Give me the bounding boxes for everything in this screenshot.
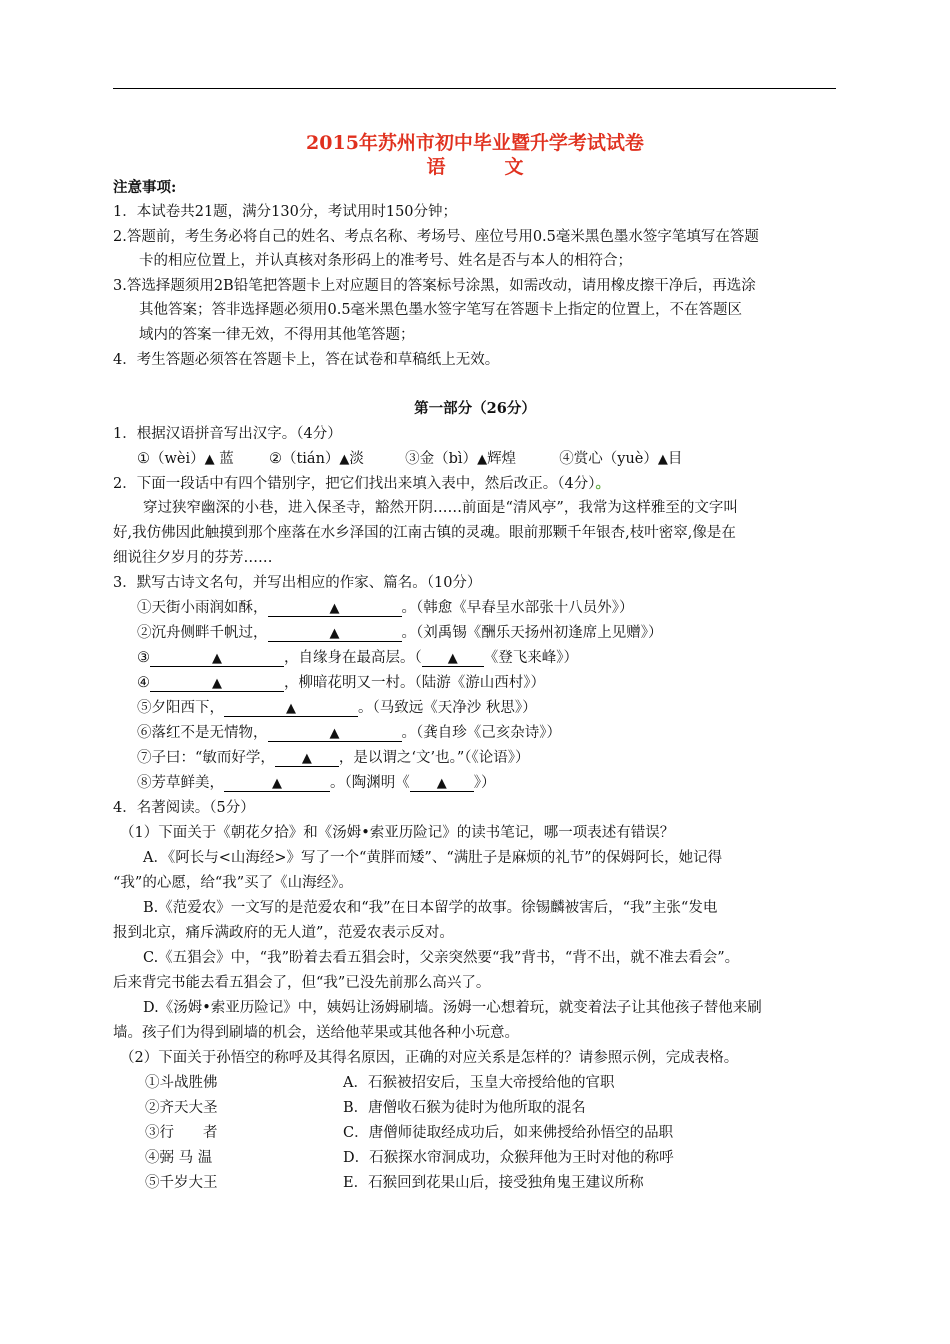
q4-option-text: “我”的心愿，给“我”买了《山海经》。 <box>113 875 353 891</box>
q1-item-1: ①（wèi）▲ 蓝 <box>137 451 234 467</box>
q2-stem: 2．下面一段话中有四个错别字，把它们找出来填入表中，然后改正。（4分）。 <box>113 475 610 492</box>
q2-passage-line: 穿过狭窄幽深的小巷，进入保圣寺，豁然开阴……前面是“清风亭”，我常为这样雅至的文字叫 <box>143 500 738 516</box>
match-right-item: C．唐僧师徒取经成功后，如来佛授给孙悟空的品职 <box>343 1125 674 1141</box>
answer-blank-mark: ▲ <box>339 452 350 467</box>
match-left-item: ①斗战胜佛 <box>145 1075 218 1091</box>
answer-blank-mark: ▲ <box>301 751 312 766</box>
part1-heading: 第一部分（26分） <box>414 400 536 417</box>
q4-option-text: D.《汤姆•索亚历险记》中，姨妈让汤姆刷墙。汤姆一心想着玩，就变着法子让其他孩子替他来刷 <box>143 1000 762 1016</box>
notice-item: 其他答案；答非选择题必须用0.5毫米黑色墨水签字笔写在答题卡上指定的位置上，不在答题区 <box>139 302 743 318</box>
notice-item: 域内的答案一律无效，不得用其他笔答题； <box>139 327 415 343</box>
answer-blank-mark: ▲ <box>657 452 668 467</box>
match-left-item: ③行 者 <box>145 1125 218 1141</box>
q1-item-2: ②（tián）▲淡 <box>268 451 364 467</box>
q3-line: ③ ▲ ，自缘身在最高层。（ ▲ 《登飞来峰》） <box>137 650 578 666</box>
match-right-item: A．石猴被招安后，玉皇大帝授给他的官职 <box>343 1075 615 1091</box>
match-right-item: D．石猴探水帘洞成功，众猴拜他为王时对他的称呼 <box>343 1150 674 1166</box>
answer-blank-mark: ▲ <box>477 452 488 467</box>
match-right-item: E．石猴回到花果山后，接受独角鬼王建议所称 <box>343 1175 644 1191</box>
q1-stem: 1．根据汉语拼音写出汉字。（4分） <box>113 426 342 442</box>
answer-blank-mark: ▲ <box>286 701 296 716</box>
q4-option-text: 后来背完书能去看五猖会了，但“我”已没先前那么高兴了。 <box>113 975 491 991</box>
notice-item: 2.答题前，考生务必将自己的姓名、考点名称、考场号、座位号用0.5毫米黑色墨水签字笔填写在答题 <box>113 229 759 245</box>
q4-sub2-stem: （2）下面关于孙悟空的称呼及其得名原因，正确的对应关系是怎样的？请参照示例，完成表格。 <box>120 1050 739 1066</box>
q3-line: ⑤夕阳西下， ▲ 。（马致远《天净沙 秋思》） <box>137 700 537 716</box>
q1-item-4: ④赏心（yuè）▲目 <box>559 451 683 467</box>
q3-stem: 3．默写古诗文名句，并写出相应的作家、篇名。（10分） <box>113 575 482 591</box>
exam-title: 2015年苏州市初中毕业暨升学考试试卷 <box>306 132 644 154</box>
match-right-item: B．唐僧收石猴为徒时为他所取的混名 <box>343 1100 586 1116</box>
notice-heading: 注意事项: <box>113 179 177 196</box>
q4-option-text: 墙。孩子们为得到刷墙的机会，送给他苹果或其他各种小玩意。 <box>113 1025 519 1041</box>
answer-blank-mark: ▲ <box>447 651 458 666</box>
exam-subject: 语 文 <box>426 156 544 178</box>
q3-line: ②沉舟侧畔千帆过， ▲ 。（刘禹锡《酬乐天扬州初逢席上见赠》） <box>137 625 663 641</box>
answer-blank-mark: ▲ <box>212 676 222 691</box>
q2-passage-line: 细说往夕岁月的芬芳…… <box>113 550 273 566</box>
notice-item: 卡的相应位置上，并认真核对条形码上的准考号、姓名是否与本人的相符合； <box>139 253 632 269</box>
q3-line: ①天街小雨润如酥， ▲ 。（韩愈《早春呈水部张十八员外》） <box>137 600 634 616</box>
q3-line: ④ ▲ ，柳暗花明又一村。（陆游《游山西村》） <box>137 675 545 691</box>
q3-line: ⑥落红不是无情物， ▲ 。（龚自珍《己亥杂诗》） <box>137 725 561 741</box>
q3-line: ⑧芳草鲜美， ▲ 。（陶渊明《 ▲ 》） <box>137 775 496 791</box>
q1-item-3: ③金（bì）▲辉煌 <box>405 451 517 467</box>
answer-blank-mark: ▲ <box>329 726 340 741</box>
q4-sub1-stem: （1）下面关于《朝花夕拾》和《汤姆•索亚历险记》的读书笔记，哪一项表述有错误？ <box>120 825 675 841</box>
header-rule <box>113 88 836 89</box>
notice-item: 1．本试卷共21题，满分130分，考试用时150分钟； <box>113 204 458 220</box>
match-left-item: ②齐天大圣 <box>145 1100 218 1116</box>
answer-blank-mark: ▲ <box>212 651 222 666</box>
answer-blank-mark: ▲ <box>272 776 282 791</box>
q4-option-text: A．《阿长与<山海经>》写了一个“黄胖而矮”、“满肚子是麻烦的礼节”的保姆阿长，她记得 <box>143 850 723 866</box>
q4-option-text: B.《范爱农》一文写的是范爱农和“我”在日本留学的故事。徐锡麟被害后，“我”主张“发电 <box>143 900 718 916</box>
notice-item: 4．考生答题必须答在答题卡上，答在试卷和草稿纸上无效。 <box>113 352 500 368</box>
q3-line: ⑦子曰：“敏而好学， ▲ ，是以谓之‘文’也。”（《论语》） <box>137 750 530 766</box>
q1-items <box>137 448 682 471</box>
answer-blank-mark: ▲ <box>329 626 340 641</box>
answer-blank-mark: ▲ <box>329 601 340 616</box>
answer-blank-mark: ▲ <box>204 452 215 467</box>
q4-stem: 4．名著阅读。（5分） <box>113 800 255 816</box>
q4-option-text: 报到北京，痛斥满政府的无人道”，范爱农表示反对。 <box>113 925 454 941</box>
match-left-item: ④弼 马 温 <box>145 1150 213 1166</box>
answer-blank-mark: ▲ <box>436 776 447 791</box>
notice-item: 3.答选择题须用2B铅笔把答题卡上对应题目的答案标号涂黑，如需改动，请用橡皮擦干净后，再选涂 <box>113 278 756 294</box>
q4-option-text: C.《五猖会》中，“我”盼着去看五猖会时，父亲突然要“我”背书，“背不出，就不准去看会”。 <box>143 950 740 966</box>
match-left-item: ⑤千岁大王 <box>145 1175 218 1191</box>
q2-passage-line: 好,我仿佛因此触摸到那个座落在水乡泽国的江南古镇的灵魂。眼前那颗千年银杏,枝叶密窣,像是在 <box>113 525 736 541</box>
